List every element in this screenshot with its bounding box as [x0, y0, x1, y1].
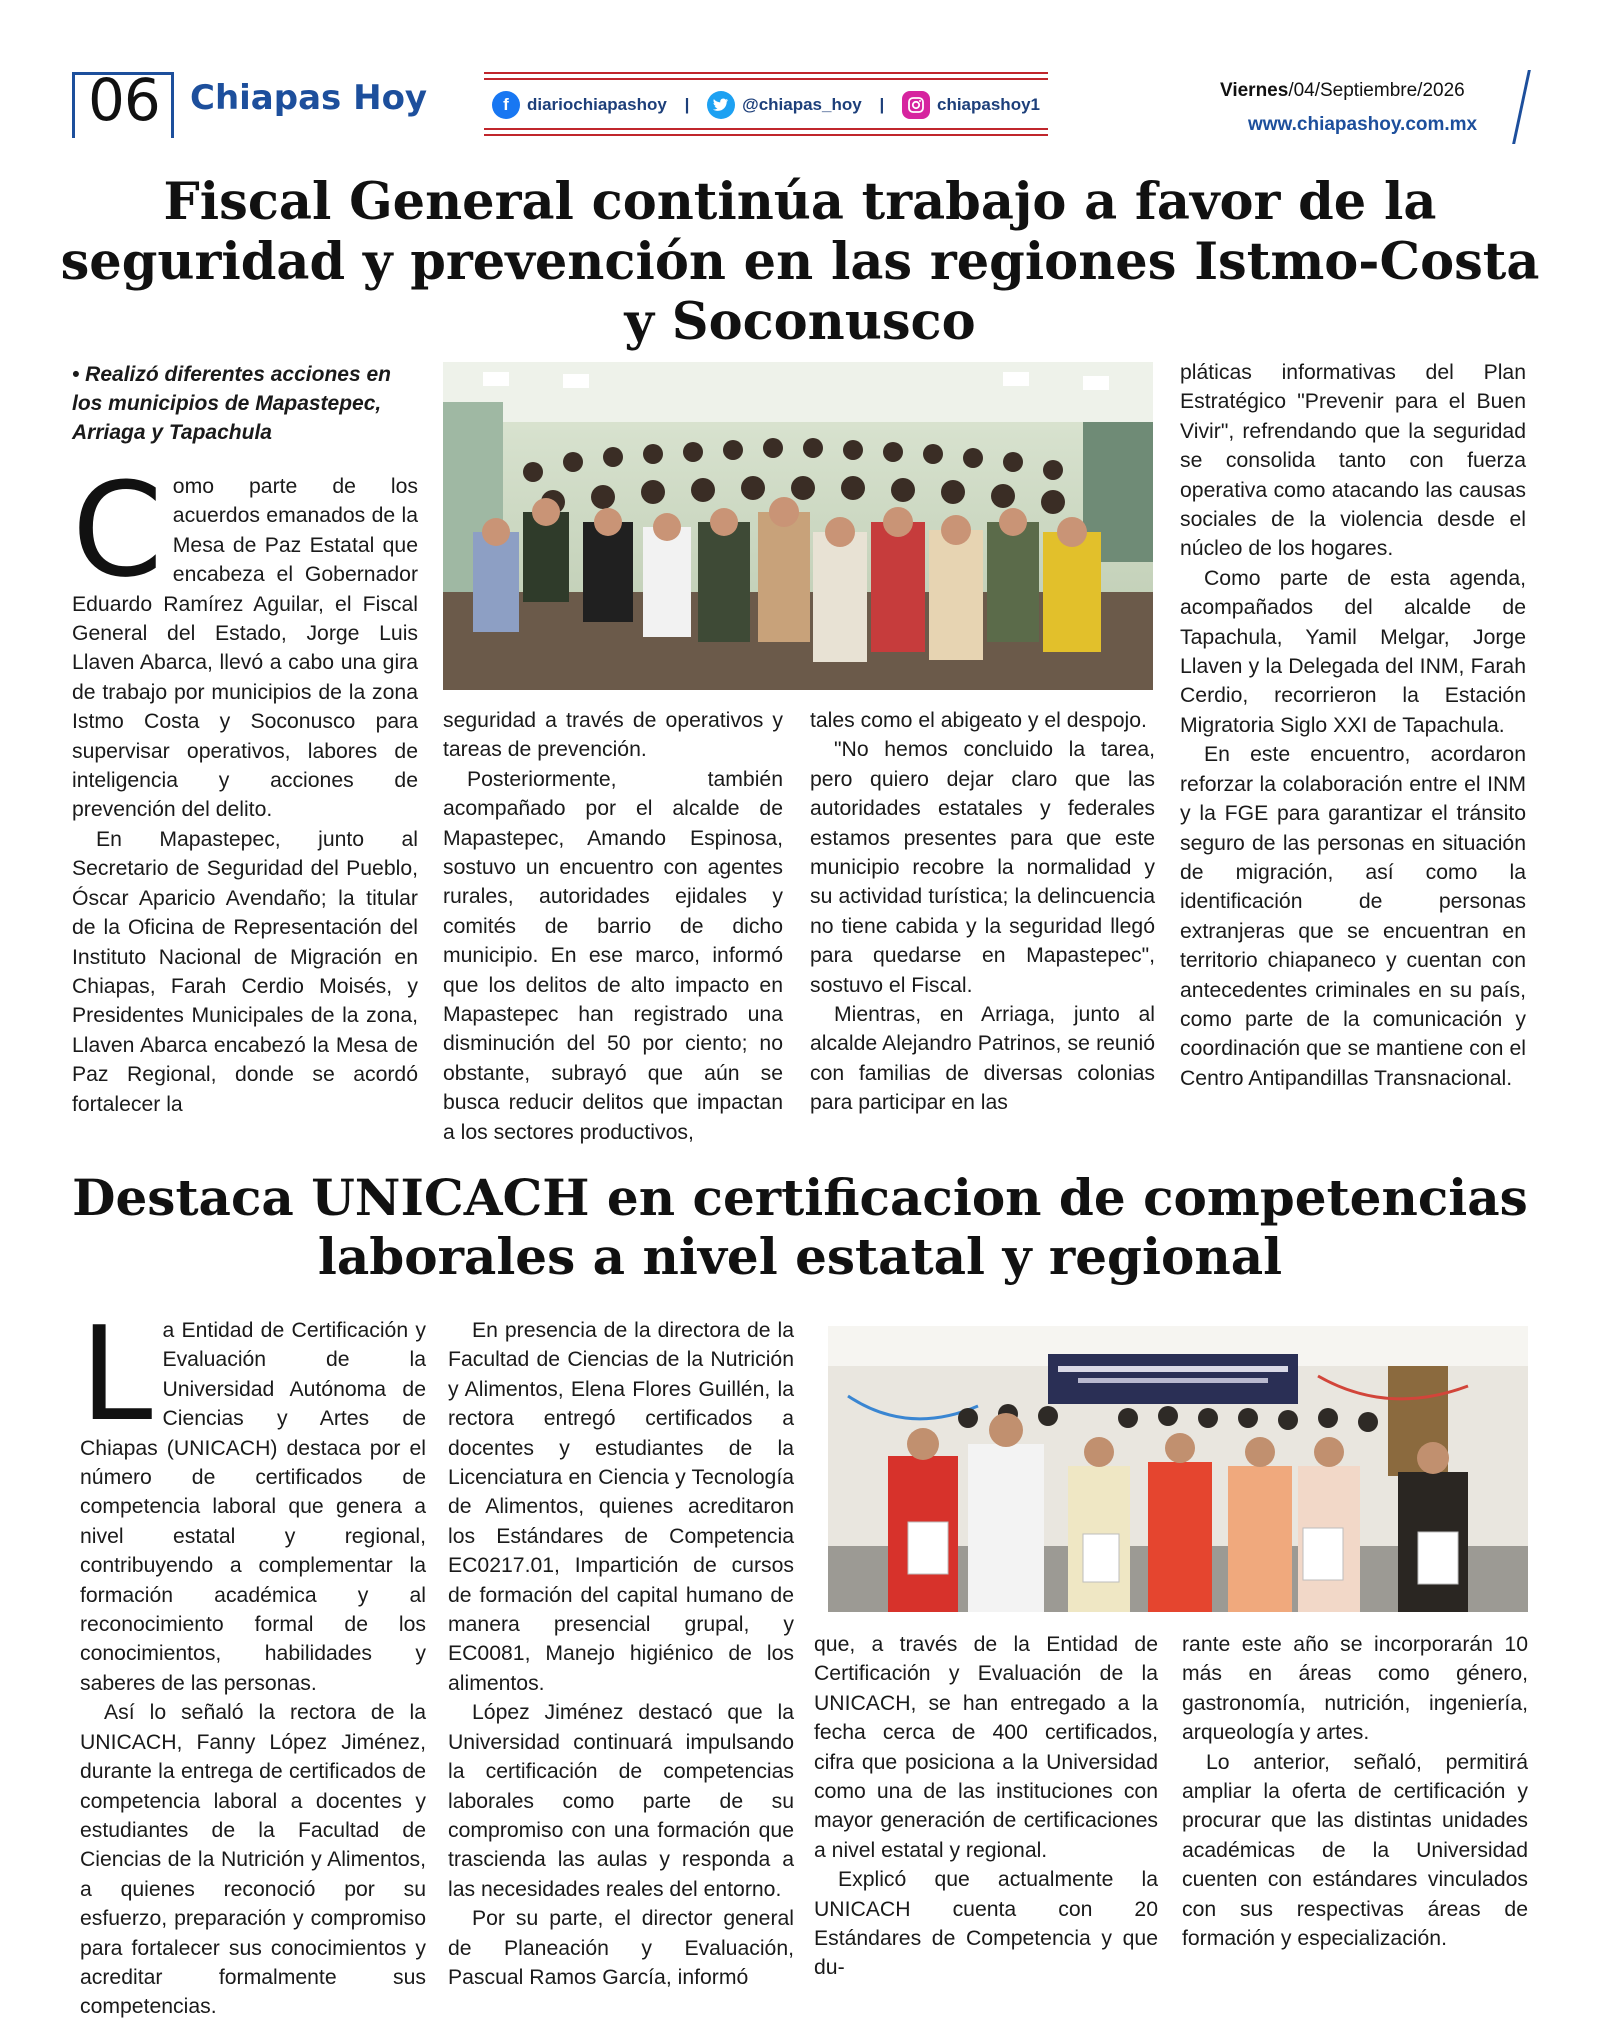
article1-column-3	[810, 706, 1155, 1118]
article2-paragraph: que, a través de la Entidad de Certificación y Evaluación de la UNICACH, se han entregado a la fecha cerca de 400 certificados, cifra que posiciona a la Universidad como una de las instituciones con mayor generación de certificaciones a nivel estatal y regional.	[814, 1633, 1158, 1862]
issue-date	[1220, 80, 1465, 102]
facebook-icon: f	[492, 91, 520, 119]
twitter-handle: @chiapas_hoy	[742, 95, 862, 114]
article1-paragraph: seguridad a través de operativos y tareas de prevención.	[443, 709, 783, 762]
article2-paragraph: Explicó que actualmente la UNICACH cuenta con 20 Estándares de Competencia y que du-	[814, 1868, 1158, 1980]
facebook-handle: diariochiapashoy	[527, 95, 667, 114]
social-bar	[484, 72, 1048, 136]
separator: |	[684, 95, 690, 114]
article1-paragraph: tales como el abigeato y el despojo.	[810, 709, 1147, 732]
page-number: 06	[88, 66, 160, 134]
top-rule	[484, 72, 1048, 74]
dropcap: C	[72, 454, 163, 606]
article2-column-3	[814, 1630, 1158, 1983]
article2-paragraph: López Jiménez destacó que la Universidad continuará impulsando la certificación de competencias laborales como parte de su compromiso con una formación que trascienda las aulas y responda a las necesidades reales del entorno.	[448, 1701, 794, 1901]
article1-paragraph: pláticas informativas del Plan Estratégico "Prevenir para el Buen Vivir", refrendando que la seguridad se consolida tanto con fuerza operativa como atacando las causas sociales de la violencia desde el núcleo de los hogares.	[1180, 361, 1526, 561]
header-accent	[1512, 70, 1531, 144]
article2-column-2	[448, 1316, 794, 1992]
article1-paragraph-text: omo parte de los acuerdos emanados de la Mesa de Paz Estatal que encabeza el Gobernador Eduardo Ramírez Aguilar, el Fiscal General del Estado, Jorge Luis Llaven Abarca, llevó a cabo una gira de trabajo por municipios de la zona Istmo Costa y Soconusco para supervisar operativos, labores de inteligencia y acciones de prevención del delito.	[72, 475, 418, 822]
article1-column-1	[72, 454, 418, 1119]
article2-paragraph: Así lo señaló la rectora de la UNICACH, Fanny López Jiménez, durante la entrega de certificados de competencia laboral a docentes y estudiantes de la Facultad de Ciencias de la Nutrición y Alimentos, a quienes reconoció por su esfuerzo, preparación y compromiso para fortalecer sus conocimientos y acreditar formalmente sus competencias.	[80, 1701, 426, 2019]
article1-paragraph: En este encuentro, acordaron reforzar la colaboración entre el INM y la FGE para garantizar el tránsito seguro de las personas en situación de migración, así como la identificación de personas extranjeras que se encuentran en territorio chiapaneco y cuentan con antecedentes criminales en su país, como parte de la comunicación y coordinación que se mantiene con el Centro Antipandillas Transnacional.	[1180, 743, 1526, 1090]
bottom-rule	[484, 134, 1048, 136]
article2-headline: Destaca UNICACH en certificacion de competencias laborales a nivel estatal y regional	[72, 1168, 1528, 1286]
social-instagram[interactable]	[902, 91, 1040, 119]
top-rule	[484, 78, 1048, 80]
dropcap: L	[80, 1298, 153, 1450]
article1-photo	[443, 362, 1153, 690]
section-name: Chiapas Hoy	[190, 78, 428, 118]
article1-paragraph: Mientras, en Arriaga, junto al alcalde Alejandro Patrinos, se reunió con familias de diversas colonias para participar en las	[810, 1003, 1155, 1115]
separator: |	[879, 95, 885, 114]
article2-paragraph: Lo anterior, señaló, permitirá ampliar la oferta de certificación y procurar que las distintas unidades académicas de la Universidad cuenten con estándares vinculados con sus respectivas áreas de formación y especialización.	[1182, 1750, 1528, 1951]
article2-paragraph	[80, 1298, 426, 1698]
twitter-icon	[707, 91, 735, 119]
social-facebook[interactable]	[492, 91, 667, 119]
social-twitter[interactable]	[707, 91, 862, 119]
bottom-rule	[484, 128, 1048, 130]
date-rest: /04/Septiembre/2026	[1288, 80, 1465, 101]
article1-paragraph: Posteriormente, también acompañado por el alcalde de Mapastepec, Amando Espinosa, sostuvo un encuentro con agentes rurales, autoridades ejidales y comités de barrio de dicho municipio. En ese marco, informó que los delitos de alto impacto en Mapastepec han registrado una disminución del 50 por ciento; no obstante, subrayó que aún se busca reducir delitos que impactan a los sectores productivos,	[443, 767, 783, 1144]
date-day: Viernes	[1220, 80, 1289, 101]
article1-column-4	[1180, 358, 1526, 1093]
article1-paragraph: Como parte de esta agenda, acompañados del alcalde de Tapachula, Yamil Melgar, Jorge Llaven y la Delegada del INM, Farah Cerdio, recorrieron la Estación Migratoria Siglo XXI de Tapachula.	[1180, 566, 1526, 737]
instagram-icon	[902, 91, 930, 119]
instagram-handle: chiapashoy1	[937, 95, 1040, 114]
social-items	[492, 90, 1040, 120]
article2-paragraph: rante este año se incorporarán 10 más en áreas como género, gastronomía, nutrición, ingeniería, arqueología y artes.	[1182, 1633, 1528, 1745]
article2-paragraph: Por su parte, el director general de Planeación y Evaluación, Pascual Ramos García, informó	[448, 1907, 794, 1989]
article2-photo	[828, 1326, 1528, 1612]
article2-column-4	[1182, 1630, 1528, 1953]
article1-paragraph: En Mapastepec, junto al Secretario de Seguridad del Pueblo, Óscar Aparicio Avendaño; la titular de la Oficina de Representación del Instituto Nacional de Migración en Chiapas, Farah Cerdio Moisés, y Presidentes Municipales de la zona, Llaven Abarca encabezó la Mesa de Paz Regional, donde se acordó fortalecer la	[72, 827, 418, 1116]
article1-paragraph: "No hemos concluido la tarea, pero quiero dejar claro que las autoridades estatales y federales estamos presentes para que este municipio recobre la normalidad y su actividad turística; la delincuencia no tiene cabida y la seguridad llegó para quedarse en Mapastepec", sostuvo el Fiscal.	[810, 738, 1155, 997]
article2-paragraph: En presencia de la directora de la Facultad de Ciencias de la Nutrición y Alimentos, Elena Flores Guillén, la rectora entregó certificados a docentes y estudiantes de la Licenciatura en Ciencia y Tecnología de Alimentos, quienes acreditaron los Estándares de Competencia EC0217.01, Impartición de cursos de formación del capital humano de manera presencial grupal, y EC0081, Manejo higiénico de los alimentos.	[448, 1319, 794, 1695]
article1-kicker: • Realizó diferentes acciones en los municipios de Mapastepec, Arriaga y Tapachula	[72, 363, 391, 444]
article1-column-2	[443, 706, 783, 1147]
article1-headline: Fiscal General continúa trabajo a favor de la seguridad y prevención en las regiones Istmo-Costa y Soconusco	[60, 172, 1540, 353]
article2-paragraph-text: a Entidad de Certificación y Evaluación de la Universidad Autónoma de Ciencias y Artes de Chiapas (UNICACH) destaca por el número de certificados de competencia laboral que genera a nivel estatal y regional, contribuyendo a complementar la formación académica y al reconocimiento formal de los conocimientos, habilidades y saberes de las personas.	[80, 1319, 426, 1695]
article1-paragraph	[72, 454, 418, 825]
article2-column-1	[80, 1298, 426, 2022]
website-link[interactable]: www.chiapashoy.com.mx	[1248, 114, 1478, 135]
